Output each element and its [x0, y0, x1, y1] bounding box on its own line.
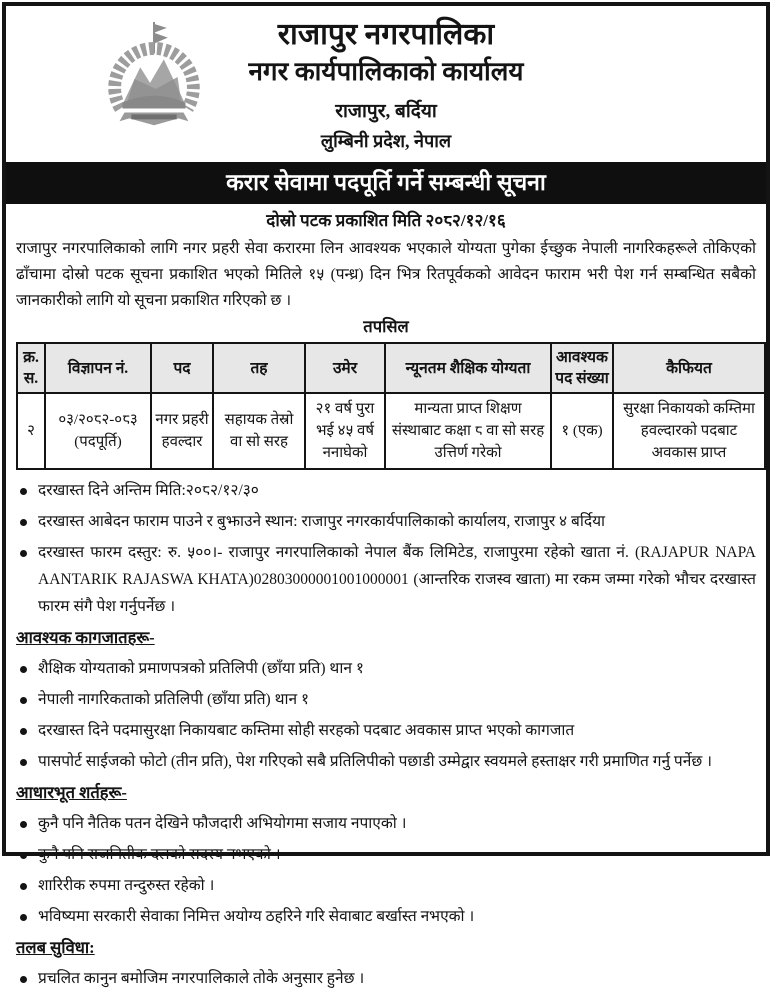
col-header-required-count: आवश्यक पद संख्या	[551, 343, 613, 393]
bullet-icon	[20, 519, 27, 526]
cell-qualification: मान्यता प्राप्त शिक्षण संस्थाबाट कक्षा ८ वा सो सरह उत्तिर्ण गरेको	[385, 393, 551, 469]
notice-title-bar: करार सेवामा पदपूर्ति गर्ने सम्बन्धी सूचना	[6, 162, 766, 204]
col-header-qualification: न्यूनतम शैक्षिक योग्यता	[385, 343, 551, 393]
cell-serial: २	[17, 393, 45, 469]
condition-item: शारिरीक रुपमा तन्दुरुस्त रहेको ।	[38, 877, 215, 894]
vacancy-table	[16, 342, 766, 470]
nepal-emblem-logo	[104, 18, 204, 140]
condition-item: कुनै पनि नैतिक पतन देखिने फौजदारी अभियोगमा सजाय नपाएको ।	[38, 815, 407, 832]
bullet-icon	[20, 759, 27, 766]
section-heading-conditions: आधारभूत शर्तहरू-	[16, 783, 127, 802]
published-date-line: दोस्रो पटक प्रकाशित मिति २०८२/१२/१६	[266, 211, 506, 230]
cell-required-count: १ (एक)	[551, 393, 613, 469]
cell-age: २१ वर्ष पुरा भई ४५ वर्ष ननाघेको	[305, 393, 385, 469]
bullet-icon	[20, 550, 27, 557]
col-header-remarks: कैफियत	[613, 343, 765, 393]
list-item	[6, 477, 766, 504]
list-item	[6, 841, 766, 868]
cell-advertisement-no: ०३/२०८२-०८३ (पदपूर्ति)	[45, 393, 151, 469]
schedule-heading: तपसिल	[363, 317, 409, 336]
bullet-icon	[20, 976, 27, 983]
document-item: नेपाली नागरिकताको प्रतिलिपी (छाँया प्रति) थान १	[38, 691, 310, 708]
province-line: लुम्बिनी प्रदेश, नेपाल	[320, 131, 452, 151]
bullet-icon	[20, 666, 27, 673]
cell-level: सहायक तेस्रो वा सो सरह	[213, 393, 305, 469]
list-item	[6, 686, 766, 713]
bullet-icon	[20, 821, 27, 828]
list-item	[6, 810, 766, 837]
office-name: नगर कार्यपालिकाको कार्यालय	[248, 57, 524, 86]
list-item	[6, 872, 766, 899]
list-item	[6, 748, 766, 775]
bullet-icon	[20, 883, 27, 890]
bullet-icon	[20, 728, 27, 735]
form-location-text: दरखास्त आबेदन फाराम पाउने र बुझाउने स्थान: राजापुर नगरकार्यपालिकाको कार्यालय, राजापुर ४ बर्दिया	[38, 513, 606, 530]
salary-item: प्रचलित कानुन बमोजिम नगरपालिकाले तोके अनुसार हुनेछ ।	[38, 970, 365, 987]
col-header-post: पद	[151, 343, 213, 393]
list-item	[6, 965, 766, 992]
list-item	[6, 539, 766, 620]
bullet-icon	[20, 852, 27, 859]
deadline-text: दरखास्त दिने अन्तिम मिति:२०८२/१२/३०	[38, 482, 259, 499]
letterhead	[6, 6, 766, 158]
list-item	[6, 655, 766, 682]
col-header-serial: क्र. स.	[17, 343, 45, 393]
document-item: पासपोर्ट साईजको फोटो (तीन प्रति), पेश गरिएको सबै प्रतिलिपीको पछाडी उम्मेद्वार स्वयमले हस्ताक्षर गरी प्रमाणित गर्नु पर्नेछ ।	[38, 753, 712, 770]
document-item: दरखास्त दिने पदमासुरक्षा निकायबाट कम्तिमा सोही सरहको पदबाट अवकास प्राप्त भएको कागजात	[38, 722, 575, 739]
list-item	[6, 717, 766, 744]
municipality-name: राजापुर नगरपालिका	[277, 18, 495, 51]
cell-post: नगर प्रहरी हवल्दार	[151, 393, 213, 469]
notice-page	[2, 2, 770, 987]
bullet-icon	[20, 488, 27, 495]
section-heading-salary: तलब सुविधा:	[16, 938, 95, 957]
list-item	[6, 903, 766, 930]
table-header-row	[17, 343, 765, 393]
col-header-advertisement-no: विज्ञापन नं.	[45, 343, 151, 393]
col-header-age: उमेर	[305, 343, 385, 393]
form-fee-text: दरखास्त फारम दस्तुर: रु. ५००।- राजापुर नगरपालिकाको नेपाल बैंक लिमिटेड, राजापुरमा रहेको खाता नं. (RAJAPUR NAPA AANTARIK RAJASWA KHATA)02803000001001000001 (आन्तरिक राजस्व खाता) मा रकम जम्मा गरेको भौचर दरखास्त फारम संगै पेश गर्नुपर्नेछ ।	[38, 544, 756, 615]
office-location: राजापुर, बर्दिया	[335, 101, 437, 122]
table-row	[17, 393, 765, 469]
document-item: शैक्षिक योग्यताको प्रमाणपत्रको प्रतिलिपी (छाँया प्रति) थान १	[38, 660, 364, 677]
condition-item: कुनै पनि राजनितीक दलको सदस्य नभएको ।	[38, 846, 281, 863]
cell-remarks: सुरक्षा निकायको कम्तिमा हवल्दारको पदबाट अवकास प्राप्त	[613, 393, 765, 469]
bullet-icon	[20, 697, 27, 704]
section-heading-documents: आवश्यक कागजातहरू-	[16, 628, 155, 647]
intro-paragraph: राजापुर नगरपालिकाको लागि नगर प्रहरी सेवा करारमा लिन आवश्यक भएकाले योग्यता पुगेका ईच्छुक नेपाली नागरिकहरूले तोकिएको ढाँचामा दोस्रो पटक सूचना प्रकाशित भएको मितिले १५ (पन्ध्र) दिन भित्र रितपूर्वकको आवेदन फाराम भरी पेश गर्न सम्बन्धित सबैको जानकारीको लागि यो सूचना प्रकाशित गरिएको छ ।	[16, 240, 756, 309]
bullet-icon	[20, 914, 27, 921]
list-item	[6, 508, 766, 535]
col-header-level: तह	[213, 343, 305, 393]
condition-item: भविष्यमा सरकारी सेवाका निमित्त अयोग्य ठहरिने गरि सेवाबाट बर्खास्त नभएको ।	[38, 908, 475, 925]
